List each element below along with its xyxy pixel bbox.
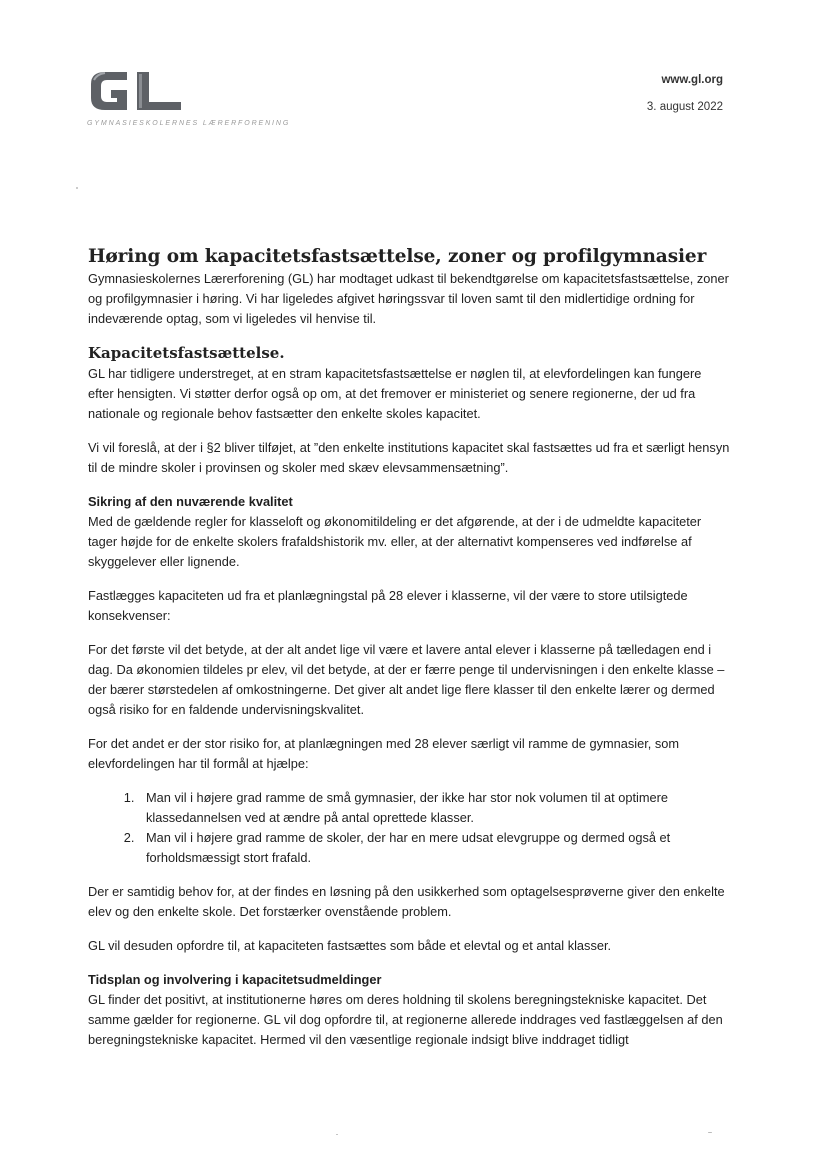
- paragraph: Vi vil foreslå, at der i §2 bliver tilføjet, at ”den enkelte institutions kapacitet skal fastsættes ud fra et særligt hensyn til de mindre skoler i provinsen og skoler med skæv elevsammensætning”.: [88, 440, 730, 475]
- document-meta: [647, 74, 723, 113]
- gl-logo-icon: [87, 68, 187, 114]
- document-title: Høring om kapacitetsfastsættelse, zoner og profilgymnasier: [88, 246, 707, 267]
- paragraph: For det første vil det betyde, at der alt andet lige vil være et lavere antal elever i klasserne på tælledagen end i dag. Da økonomien tildeles pr elev, vil det betyde, at der er færre penge til undervisningen i den enkelte klasse – der bærer størstedelen af omkostningerne. Det giver alt andet lige flere klasser til den enkelte lærer og dermed også risiko for en faldende undervisningskvalitet.: [88, 642, 725, 717]
- scan-speck: [708, 1132, 712, 1133]
- paragraph: Med de gældende regler for klasseloft og økonomitildeling er det afgørende, at der i de udmeldte kapaciteter tager højde for de enkelte skolers frafaldshistorik mv. eller, at der alternativt kompenseres ved indførelse af skyggelever eller lignende.: [88, 514, 702, 569]
- paragraph: For det andet er der stor risiko for, at planlægningen med 28 elever særligt vil ramme de gymnasier, som elevfordelingen har til formål at hjælpe:: [88, 736, 680, 771]
- website-link[interactable]: www.gl.org: [661, 74, 723, 86]
- paragraph: GL har tidligere understreget, at en stram kapacitetsfastsættelse er nøglen til, at elevfordelingen kan fungere efter hensigten. Vi støtter derfor også op om, at det fremover er ministeriet og senere regionerne, der ud fra nationale og regionale behov fastsætter den enkelte skoles kapacitet.: [88, 366, 702, 421]
- section-heading-kapacitet: Kapacitetsfastsættelse.: [88, 344, 285, 362]
- subheading-kvalitet: Sikring af den nuværende kvalitet: [88, 494, 293, 509]
- list-item: 1. Man vil i højere grad ramme de små gymnasier, der ikke har stor nok volumen til at optimere klassedannelsen ved at ændre på antal oprettede klasser.: [138, 788, 730, 828]
- document-date: 3. august 2022: [646, 101, 723, 113]
- intro-paragraph: Gymnasieskolernes Lærerforening (GL) har modtaget udkast til bekendtgørelse om kapacitetsfastsættelse, zoner og profilgymnasier i høring. Vi har ligeledes afgivet høringssvar til loven samt til den midlertidige ordning for indeværende optag, som vi ligeledes vil henvise til.: [88, 271, 729, 326]
- paragraph: GL vil desuden opfordre til, at kapaciteten fastsættes som både et elevtal og et antal klasser.: [88, 938, 612, 953]
- subheading-tidsplan: Tidsplan og involvering i kapacitetsudmeldinger: [88, 972, 382, 987]
- scan-speck: [76, 187, 78, 189]
- document-body: [88, 247, 730, 1064]
- logo-subtitle: GYMNASIESKOLERNES LÆRERFORENING: [87, 120, 291, 127]
- paragraph: GL finder det positivt, at institutionerne høres om deres holdning til skolens beregningstekniske kapacitet. Det samme gælder for regionerne. GL vil dog opfordre til, at regionerne allerede inddrages ved fastlæggelsen af den beregningstekniske kapacitet. Hermed vil den væsentlige regionale indsigt blive inddraget tidligt: [88, 992, 723, 1047]
- consequence-list: [88, 788, 730, 868]
- paragraph: Der er samtidig behov for, at der findes en løsning på den usikkerhed som optagelsesprøverne giver den enkelte elev og den enkelte skole. Det forstærker ovenstående problem.: [88, 884, 725, 919]
- scan-speck: [336, 1134, 338, 1135]
- gl-logo: [87, 68, 291, 130]
- paragraph: Fastlægges kapaciteten ud fra et planlægningstal på 28 elever i klasserne, vil der være to store utilsigtede konsekvenser:: [88, 588, 688, 623]
- list-item: 2. Man vil i højere grad ramme de skoler, der har en mere udsat elevgruppe og dermed også et forholdsmæssigt stort frafald.: [138, 828, 730, 868]
